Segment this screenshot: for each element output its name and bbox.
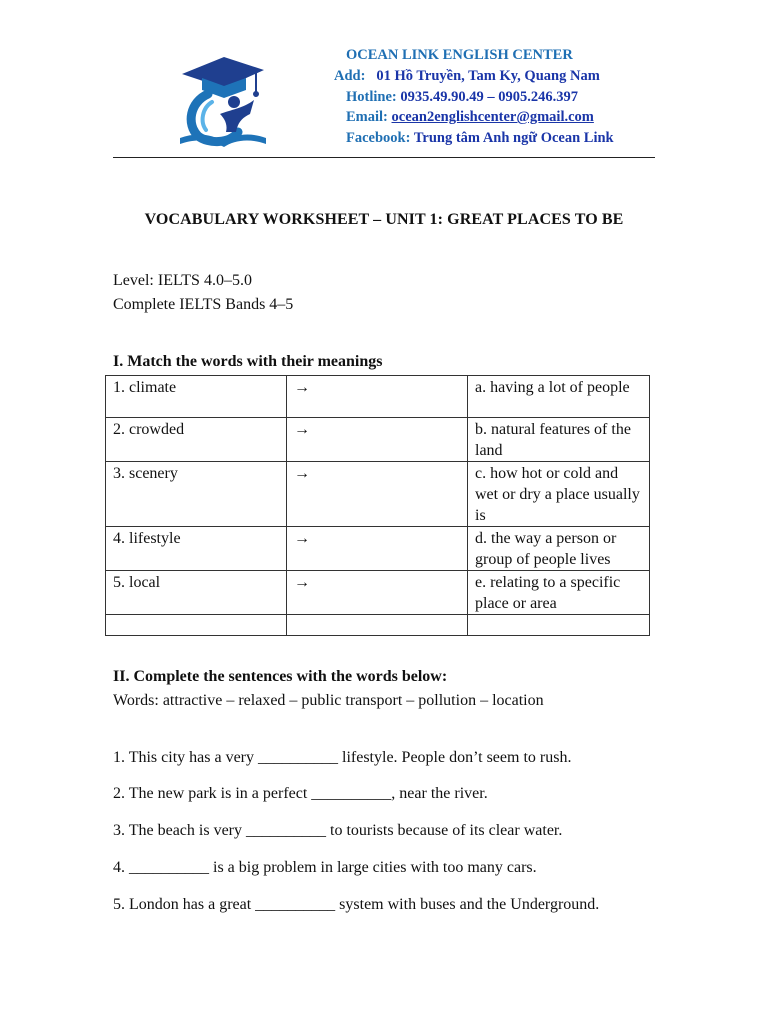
matching-table: [105, 375, 650, 636]
worksheet-title: VOCABULARY WORKSHEET – UNIT 1: GREAT PLACES TO BE: [144, 211, 624, 228]
table-row: [106, 527, 650, 571]
arrow-cell: →: [287, 462, 468, 527]
email-label: Email:: [346, 109, 388, 125]
facebook-line: [346, 130, 614, 147]
level-text: Level: IELTS 4.0–5.0: [113, 272, 252, 289]
word-cell: 2. crowded: [106, 418, 287, 462]
meaning-cell: e. relating to a specific place or area: [468, 571, 650, 615]
graduation-cap-book-logo-icon: [172, 52, 272, 148]
email-line: [346, 109, 594, 126]
meaning-cell: [468, 615, 650, 636]
table-row: [106, 418, 650, 462]
header-divider: [113, 157, 655, 158]
meaning-cell: a. having a lot of people: [468, 376, 650, 418]
arrow-cell: →: [287, 418, 468, 462]
meaning-cell: c. how hot or cold and wet or dry a place usually is: [468, 462, 650, 527]
word-bank: Words: attractive – relaxed – public transport – pollution – location: [113, 692, 544, 709]
arrow-cell: →: [287, 571, 468, 615]
table-row: [106, 376, 650, 418]
word-cell: 3. scenery: [106, 462, 287, 527]
sentence-4: 4. __________ is a big problem in large cities with too many cars.: [113, 859, 537, 876]
address-value: 01 Hồ Truyền, Tam Ky, Quang Nam: [376, 68, 600, 84]
hotline-value: 0935.49.90.49 – 0905.246.397: [400, 89, 578, 105]
email-link[interactable]: ocean2englishcenter@gmail.com: [391, 109, 594, 125]
word-cell: 5. local: [106, 571, 287, 615]
word-cell: 1. climate: [106, 376, 287, 418]
address-line: [334, 68, 600, 85]
meaning-cell: b. natural features of the land: [468, 418, 650, 462]
address-label: Add:: [334, 68, 366, 84]
sentence-1: 1. This city has a very __________ lifestyle. People don’t seem to rush.: [113, 749, 572, 766]
facebook-value: Trung tâm Anh ngữ Ocean Link: [413, 130, 614, 146]
table-row: [106, 462, 650, 527]
meaning-cell: d. the way a person or group of people lives: [468, 527, 650, 571]
hotline-line: [346, 89, 578, 106]
book-text: Complete IELTS Bands 4–5: [113, 296, 294, 313]
arrow-cell: →: [287, 376, 468, 418]
arrow-cell: →: [287, 527, 468, 571]
sentence-3: 3. The beach is very __________ to tourists because of its clear water.: [113, 822, 563, 839]
word-cell: [106, 615, 287, 636]
hotline-label: Hotline:: [346, 89, 397, 105]
arrow-cell: [287, 615, 468, 636]
center-name: OCEAN LINK ENGLISH CENTER: [346, 47, 573, 63]
table-row: [106, 615, 650, 636]
facebook-label: Facebook:: [346, 130, 411, 146]
section1-heading: I. Match the words with their meanings: [113, 353, 383, 370]
sentence-2: 2. The new park is in a perfect __________, near the river.: [113, 785, 488, 802]
section2-heading: II. Complete the sentences with the words below:: [113, 668, 448, 685]
sentence-5: 5. London has a great __________ system with buses and the Underground.: [113, 896, 600, 913]
table-row: [106, 571, 650, 615]
word-cell: 4. lifestyle: [106, 527, 287, 571]
